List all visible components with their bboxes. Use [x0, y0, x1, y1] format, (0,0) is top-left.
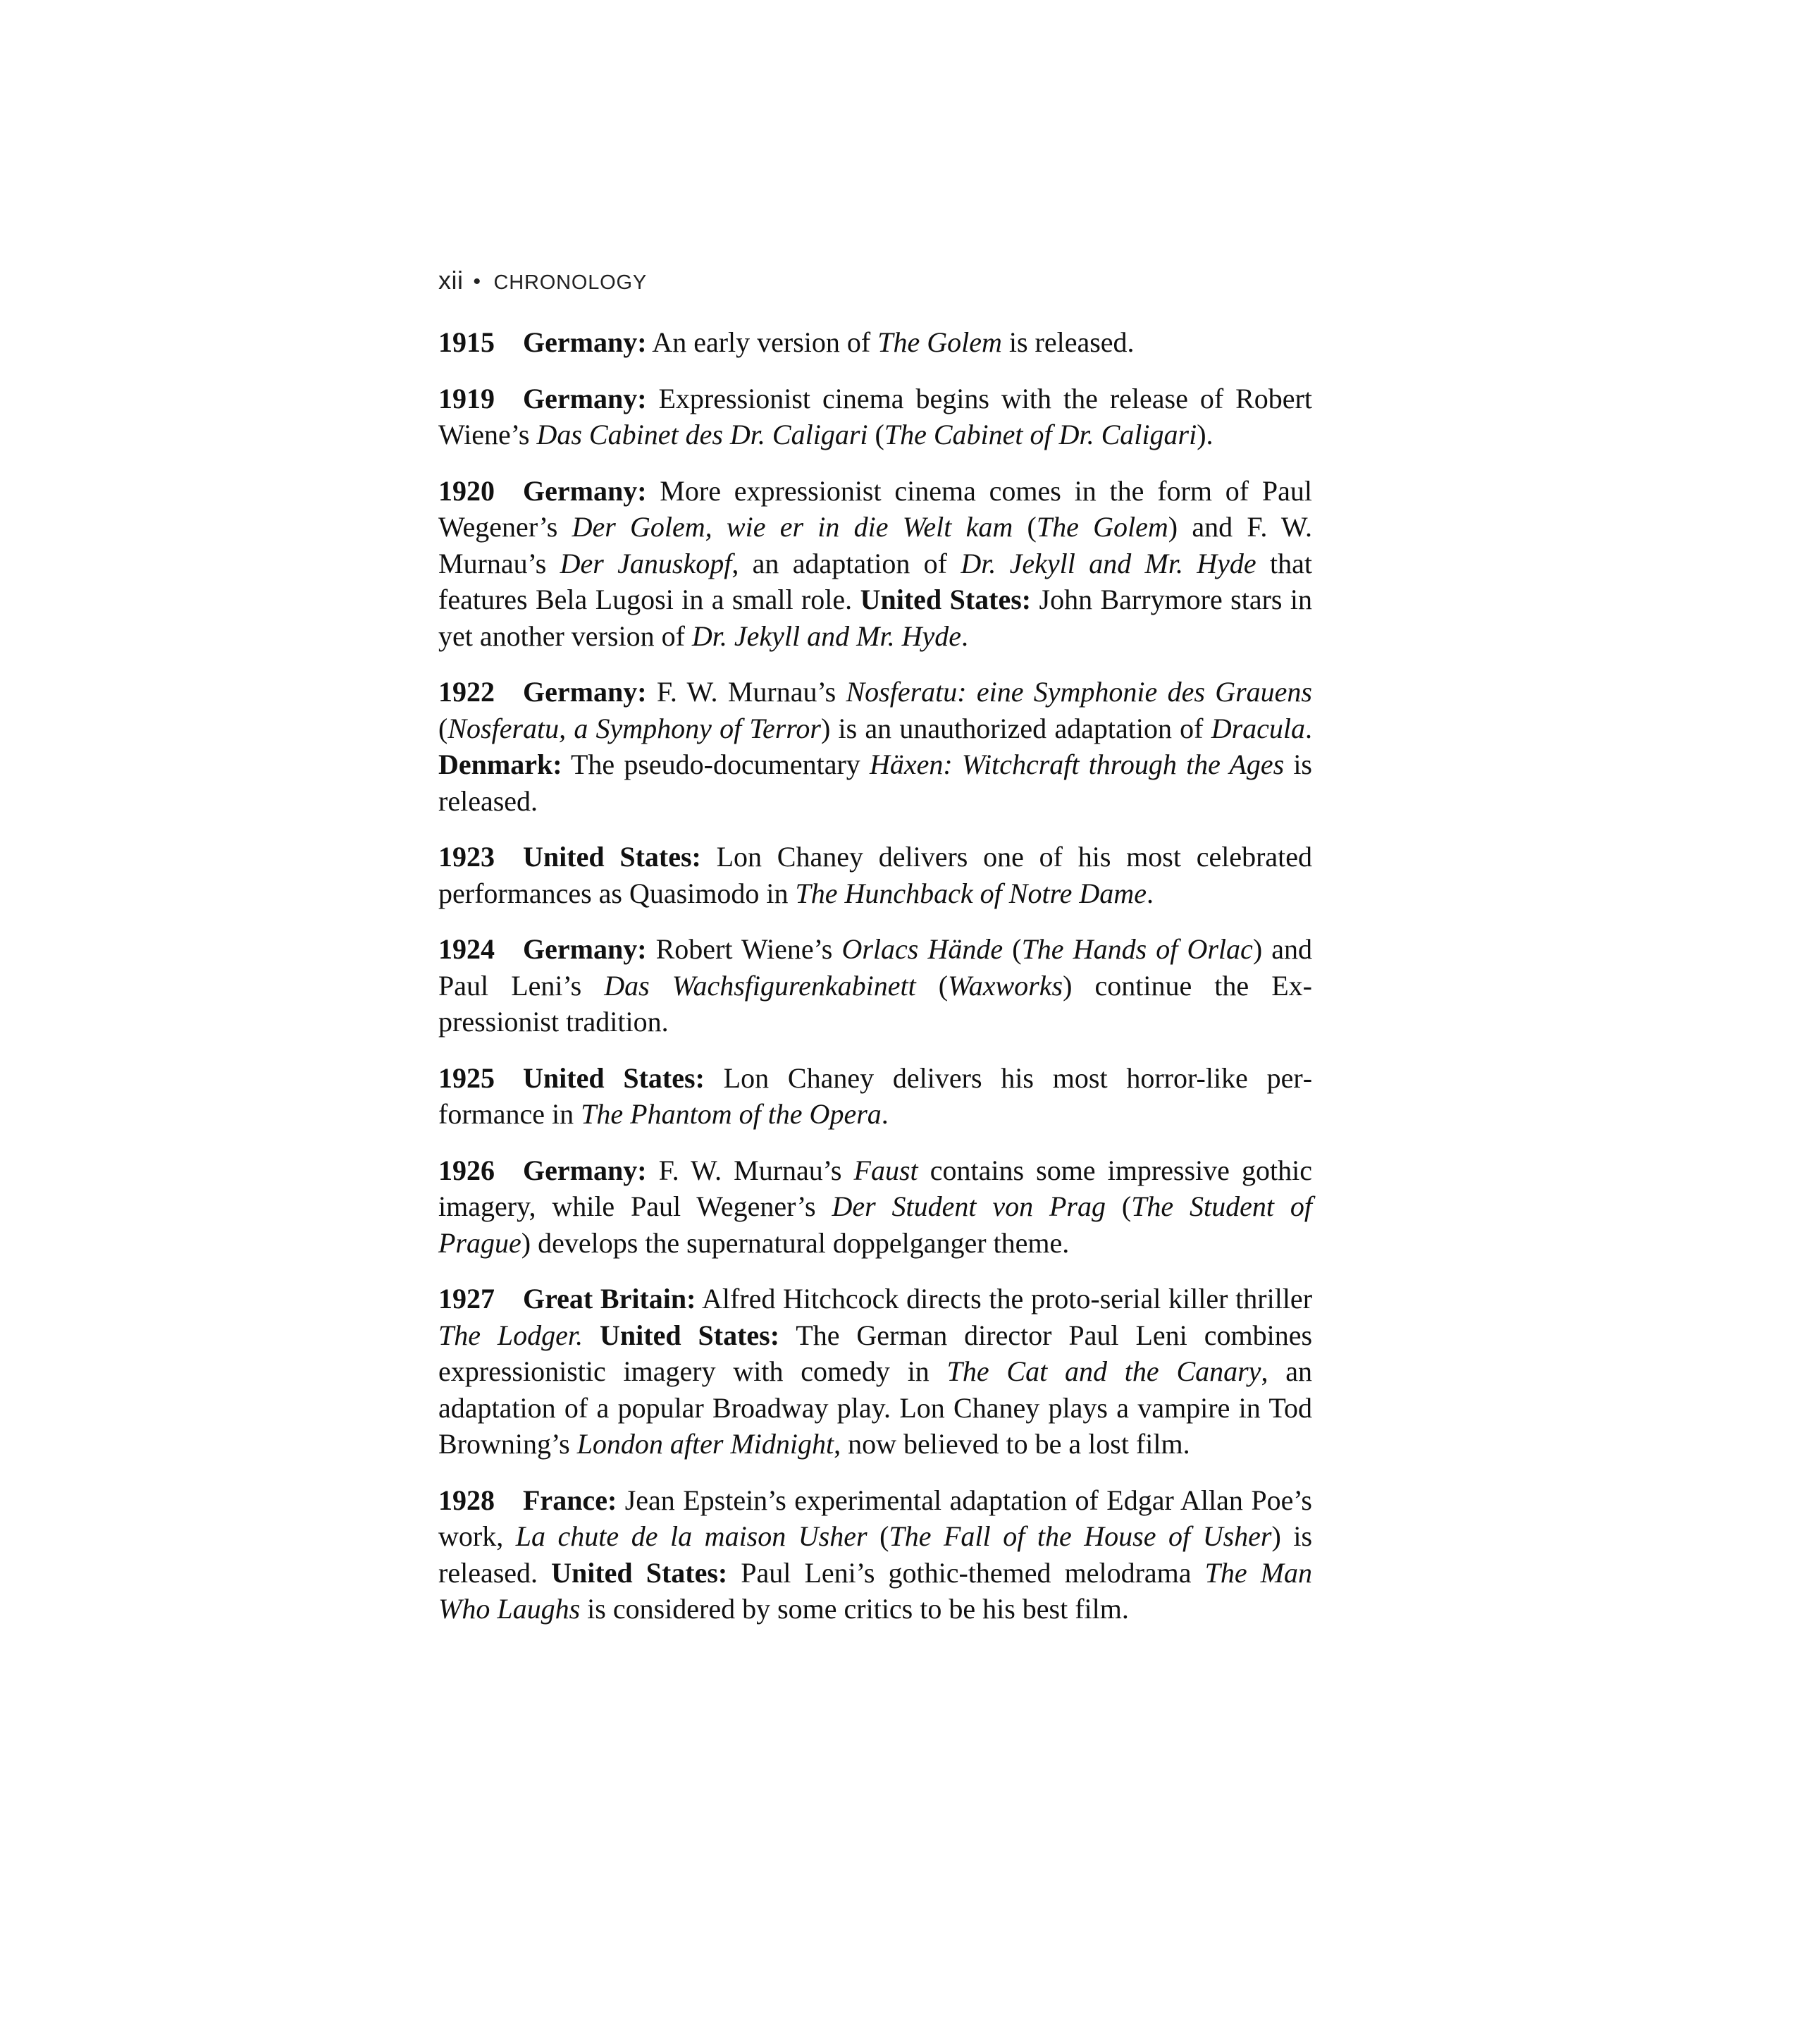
film-title: The Hunchback of Notre Dame — [795, 877, 1147, 909]
entry-text: ) develops the supernatural doppelganger theme. — [521, 1226, 1070, 1259]
entry-text: F. W. Murnau’s — [646, 1154, 854, 1186]
entry-text: Alfred Hitchcock directs the proto-serial killer thriller — [696, 1283, 1313, 1315]
entry-text: . — [881, 1098, 889, 1130]
film-title: The Fall of the House of Usher — [889, 1520, 1272, 1552]
entry-country: Germany: — [523, 1154, 647, 1186]
entry-text: Expressionist cinema begins with the release of Robert Wiene’s — [438, 382, 1312, 450]
entry-text: . — [1305, 712, 1313, 744]
chronology-entry-1922 — [438, 674, 1312, 819]
entry-text: ( — [438, 712, 448, 744]
chronology-list — [438, 324, 1312, 1627]
entry-country: United States: — [551, 1556, 728, 1589]
entry-country: Denmark: — [438, 749, 562, 780]
film-title: La chute de la maison Usher — [515, 1520, 867, 1552]
film-title: Faust — [853, 1154, 918, 1186]
entry-text: Lon Chaney delivers his most horror-like performance in — [438, 1061, 1313, 1130]
entry-text: ). — [1197, 419, 1214, 450]
entry-text: that features Bela Lugosi in a small role. — [438, 547, 1313, 615]
entry-country: Germany: — [523, 382, 647, 414]
film-title: Nosferatu: eine Symphonie des Grauens — [846, 676, 1312, 708]
entry-country: Germany: — [523, 326, 647, 358]
running-head — [438, 266, 1312, 295]
entry-text: ( — [915, 969, 949, 1002]
entry-year: 1919 — [438, 382, 495, 414]
entry-text: ( — [867, 1520, 889, 1552]
chronology-entry-1928 — [438, 1482, 1312, 1627]
chronology-entry-1926 — [438, 1152, 1312, 1262]
entry-text: ) is released. — [438, 1520, 1313, 1589]
entry-text: ( — [1003, 933, 1022, 965]
film-title: Das Wachsfigurenkabinett — [604, 969, 916, 1002]
chronology-entry-1923 — [438, 839, 1312, 911]
entry-text: Paul Leni’s gothic-themed melodrama — [727, 1556, 1205, 1589]
entry-text: ) continue the Expressionist tradition. — [438, 969, 1312, 1038]
entry-text: ( — [1106, 1190, 1132, 1222]
entry-year: 1925 — [438, 1061, 495, 1094]
chronology-entry-1920 — [438, 473, 1312, 655]
film-title: The Man Who Laughs — [438, 1556, 1312, 1625]
film-title: The Cabinet of Dr. Caligari — [884, 419, 1197, 450]
entry-text: F. W. Murnau’s — [646, 676, 846, 708]
film-title: The Cat and the Canary — [946, 1355, 1261, 1387]
entry-country: Germany: — [523, 676, 647, 708]
entry-year: 1923 — [438, 841, 495, 873]
entry-year: 1928 — [438, 1484, 495, 1516]
film-title: Dr. Jekyll and Mr. Hyde — [961, 547, 1256, 579]
film-title: The Golem — [877, 326, 1002, 358]
entry-country: Germany: — [523, 933, 647, 965]
chronology-entry-1919 — [438, 381, 1312, 453]
film-title: The Lodger. — [438, 1319, 583, 1351]
entry-country: United States: — [600, 1319, 780, 1351]
entry-text: ( — [1013, 511, 1037, 543]
entry-year: 1922 — [438, 676, 495, 708]
entry-country: United States: — [523, 841, 701, 873]
entry-text: , an adaptation of a popular Broadway play. Lon Chaney plays a vampire in Tod Browning’s — [438, 1355, 1312, 1460]
entry-text: The pseudo-documentary — [562, 749, 870, 780]
chronology-entry-1925 — [438, 1060, 1312, 1133]
entry-country: United States: — [523, 1061, 705, 1094]
entry-text: Jean Epstein’s experimental adaptation of Edgar Allan Poe’s work, — [438, 1484, 1312, 1552]
film-title: The Phantom of the Opera — [581, 1098, 882, 1130]
entry-country: Great Britain: — [523, 1283, 696, 1315]
entry-text: Robert Wiene’s — [646, 933, 842, 965]
film-title: Dracula — [1211, 712, 1306, 744]
entry-year: 1920 — [438, 474, 495, 507]
entry-country: Germany: — [523, 474, 647, 507]
entry-country: France: — [523, 1484, 617, 1516]
entry-text: The German director Paul Leni combines expressionistic imagery with comedy in — [438, 1319, 1313, 1387]
entry-text — [583, 1319, 600, 1351]
entry-country: United States: — [860, 584, 1032, 615]
entry-text: , now believed to be a lost film. — [834, 1428, 1190, 1460]
entry-text: contains some impressive gothic imagery, while Paul Wegener’s — [438, 1154, 1312, 1222]
film-title: London after Midnight — [576, 1428, 834, 1460]
entry-text: ) is an unauthorized adaptation of — [820, 712, 1211, 744]
film-title: Waxworks — [948, 969, 1063, 1002]
chronology-entry-1927 — [438, 1281, 1312, 1463]
film-title: Der Golem, wie er in die Welt kam — [572, 511, 1013, 543]
film-title: Der Januskopf — [560, 547, 732, 579]
entry-text: ) and Paul Leni’s — [438, 933, 1313, 1002]
entry-text: More expressionist cinema comes in the form of Paul Wegener’s — [438, 474, 1312, 543]
entry-text: , an adaptation of — [731, 547, 961, 579]
entry-text: is released. — [438, 749, 1312, 817]
entry-year: 1927 — [438, 1283, 495, 1315]
entry-text: is released. — [1001, 326, 1135, 358]
film-title: Orlacs Hände — [841, 933, 1004, 965]
entry-year: 1924 — [438, 933, 495, 965]
film-title: The Golem — [1036, 511, 1168, 543]
film-title: The Hands of Orlac — [1021, 933, 1253, 965]
entry-text: Lon Chaney delivers one of his most celebrated performances as Quasimodo in — [438, 841, 1313, 909]
section-title: CHRONOLOGY — [493, 271, 647, 294]
page-number: xii — [438, 266, 464, 295]
chronology-entry-1924 — [438, 931, 1312, 1040]
book-page — [438, 266, 1312, 1647]
film-title: The Student of Prague — [438, 1190, 1313, 1259]
entry-text: is considered by some critics to be his best film. — [580, 1593, 1129, 1625]
entry-text: ) and F. W. Murnau’s — [438, 511, 1313, 579]
bullet-separator: • — [473, 270, 481, 293]
film-title: Das Cabinet des Dr. Caligari — [536, 419, 868, 450]
entry-text: . — [961, 620, 968, 652]
film-title: Dr. Jekyll and Mr. Hyde — [691, 620, 961, 652]
entry-year: 1915 — [438, 326, 495, 358]
film-title: Häxen: Witchcraft through the Ages — [869, 749, 1285, 780]
film-title: Der Student von Prag — [832, 1190, 1106, 1222]
film-title: Nosferatu, a Symphony of Terror — [447, 712, 821, 744]
entry-text: John Barrymore stars in yet another version of — [438, 584, 1313, 652]
entry-text: . — [1146, 877, 1154, 909]
entry-text: ( — [867, 419, 884, 450]
entry-year: 1926 — [438, 1154, 495, 1186]
chronology-entry-1915 — [438, 324, 1312, 361]
entry-text: An early version of — [646, 326, 878, 358]
